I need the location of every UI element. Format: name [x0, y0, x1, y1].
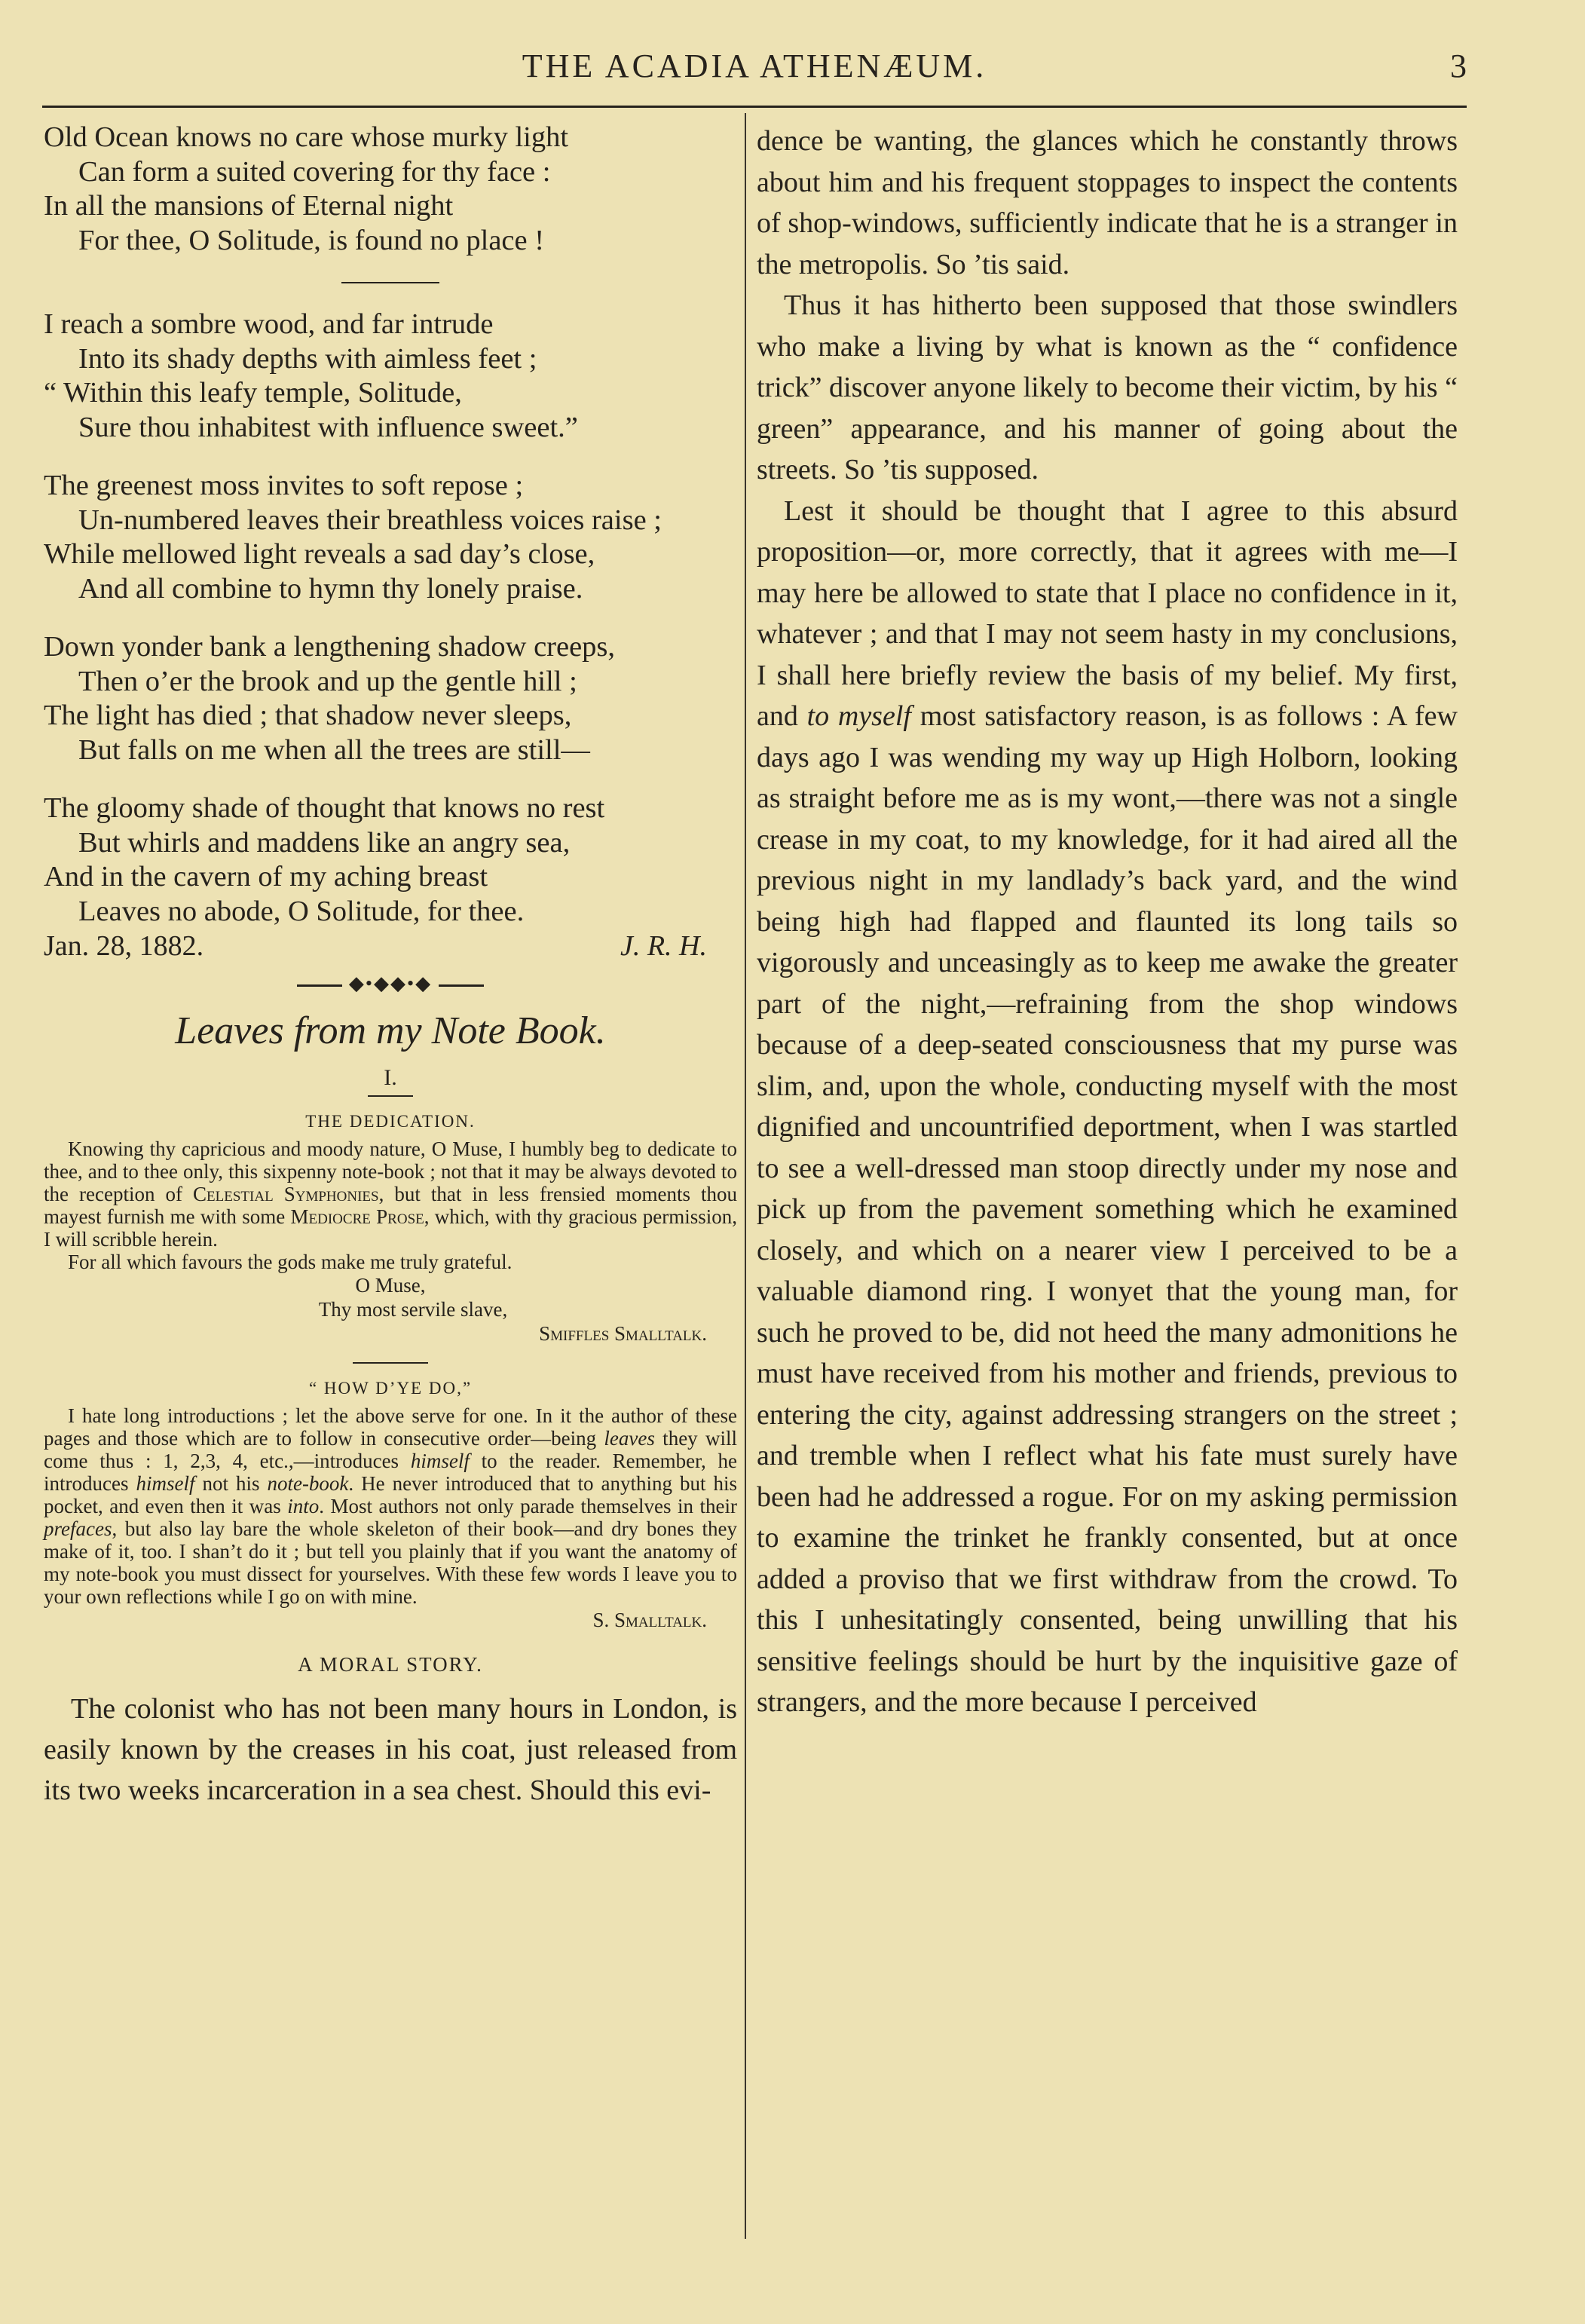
poem-dateline: [44, 929, 737, 963]
poem-line: And in the cavern of my aching breast: [44, 861, 488, 893]
howdye-paragraph: [44, 1404, 737, 1608]
text-run: into: [287, 1495, 320, 1517]
text-run: not his: [194, 1472, 268, 1495]
running-title: THE ACADIA ATHENÆUM.: [522, 47, 987, 84]
poem-line: Down yonder bank a lengthening shadow creeps,: [44, 631, 616, 663]
text-run: himself: [136, 1472, 195, 1495]
poem-line: And all combine to hymn thy lonely praise.: [78, 572, 583, 605]
poem-line: In all the mansions of Eternal night: [44, 190, 454, 222]
page-header: [42, 47, 1467, 106]
column-divider: [745, 113, 746, 2239]
ornament-divider: [44, 972, 737, 995]
text-run: they will come thus : 1, 2,3, 4, etc.,—introduces: [44, 1427, 737, 1472]
poem-line: I reach a sombre wood, and far intrude: [44, 308, 494, 340]
text-run: to myself: [806, 700, 911, 732]
ornament-rule: [297, 984, 342, 987]
moral-heading: A MORAL STORY.: [298, 1653, 483, 1676]
poem-line: “ Within this leafy temple, Solitude,: [44, 377, 462, 409]
poem-stanza: [44, 469, 737, 606]
text-run: I hate long introductions ; let the above serve for one. In it the author of these pages and those which are to follow in consecutive order—being: [44, 1404, 737, 1450]
dedication-closing: Thy most servile slave,: [318, 1298, 508, 1321]
text-run: Knowing thy capricious and moody nature, O Muse, I humbly beg to dedicate to thee, and to thee only, this sixpenny note-book ; not that it may be always devoted to the reception of: [44, 1138, 737, 1205]
text-run: Celestial Symphonies: [193, 1183, 379, 1205]
section-rule: [353, 1362, 428, 1364]
story-paragraph: [757, 491, 1458, 1723]
moral-paragraph: The colonist who has not been many hours in London, is easily known by the creases in his coat, just released from its two weeks incarceration in a sea chest. Should this evi-: [44, 1693, 737, 1806]
ornament-icon: ◆•◆◆•◆: [348, 972, 433, 994]
poem-stanza: [44, 308, 737, 445]
poem-line: For thee, O Solitude, is found no place !: [78, 224, 545, 256]
poem-stanza: [44, 121, 737, 258]
text-run: , but that in less frensied moments thou mayest furnish me with some: [44, 1183, 737, 1228]
text-run: leaves: [604, 1427, 655, 1450]
dedication-paragraph: [44, 1138, 737, 1251]
text-run: Lest it should be thought that I agree to this absurd proposition—or, more correctly, that it agrees with me—I may here be allowed to state that I place no confidence in it, whatever ; and that I may not seem hasty in my conclusions, I shall here briefly review the basis of my belief. My first, and: [757, 495, 1458, 732]
poem-line: Un-numbered leaves their breathless voices raise ;: [78, 504, 662, 536]
poem-signature: J. R. H.: [620, 930, 707, 962]
dedication-paragraph: For all which favours the gods make me truly grateful.: [68, 1251, 513, 1273]
text-run: . He never introduced that to anything but his pocket, and even then it was: [44, 1472, 737, 1517]
poem-line: Sure thou inhabitest with influence sweet.”: [78, 411, 578, 443]
poem-line: The light has died ; that shadow never sleeps,: [44, 700, 572, 731]
left-column: [44, 121, 737, 1811]
right-column: [757, 121, 1458, 1723]
text-run: prefaces: [44, 1517, 112, 1540]
howdye-signature: S. Smalltalk.: [592, 1609, 707, 1631]
poem-date: Jan. 28, 1882.: [44, 930, 204, 962]
howdye-heading: “ HOW D’YE DO,”: [308, 1379, 473, 1398]
poem-stanza: [44, 792, 737, 929]
text-run: . Most authors not only parade themselves in their: [319, 1495, 737, 1517]
text-run: , which, with thy gracious permission, I will scribble herein.: [44, 1205, 738, 1251]
poem-line: Can form a suited covering for thy face :: [78, 155, 551, 188]
story-paragraph: dence be wanting, the glances which he constantly throws about him and his frequent stoppages to inspect the contents of shop-windows, sufficiently indicate that he is a stranger in the metropolis. So ’tis said.: [757, 125, 1458, 280]
stanza-separator: [341, 282, 439, 283]
dedication-address: O Muse,: [355, 1274, 426, 1297]
poem-line: But whirls and maddens like an angry sea,: [78, 826, 571, 859]
text-run: most satisfactory reason, is as follows : A few days ago I was wending my way up High Holborn, looking as straight before me as is my wont,—there was not a single crease in my coat, to my knowledge, for it had aired all the previous night in my landlady’s back yard, and the wind being high had flapped and flaunted its long tails so vigorously and unceasingly as to keep me awake the greater part of the night,—refraining from the shop windows because of a deep-seated consciousness that my purse was slim, and, upon the whole, conducting myself with the most dignified and uncountrified deportment, when I was startled to see a well-dressed man stoop directly under my nose and pick up from the pavement something which he examined closely, and which on a nearer view I perceived to be a valuable diamond ring. I wonyet that the young man, for such he proved to be, did not heed the many admonitions he must have received from his mother and friends, previous to entering the city, against addressing strangers on the street ; and tremble when I reflect what his fate must surely have been had he addressed a rogue. For on my asking permission to examine the trinket he frankly consented, but at once added a proviso that we first withdraw from the crowd. To this I unhesitatingly consented, being unwilling that his sensitive feelings should be hurt by the inquisitive gaze of strangers, and the more because I perceived: [757, 700, 1458, 1718]
poem-stanza: [44, 630, 737, 767]
text-run: Mediocre Prose: [290, 1205, 424, 1228]
poem-line: The gloomy shade of thought that knows no rest: [44, 792, 605, 824]
section-title: Leaves from my Note Book.: [175, 1009, 606, 1052]
story-paragraph: Thus it has hitherto been supposed that those swindlers who make a living by what is known as the “ confidence trick” discover anyone likely to become their victim, by his “ green” appearance, and his manner of going about the streets. So ’tis supposed.: [757, 289, 1458, 485]
poem-line: Old Ocean knows no care whose murky light: [44, 121, 569, 153]
dedication-signature: Smiffles Smalltalk.: [539, 1322, 707, 1345]
poem-line: The greenest moss invites to soft repose ;: [44, 470, 524, 501]
text-run: to the reader. Remember, he introduces: [44, 1450, 737, 1495]
text-run: , but also lay bare the whole skeleton of their book—and dry bones they make of it, too. I shan’t do it ; but tell you plainly that if you want the anatomy of my note-book you must dissect for yourselves. With these few words I leave you to your own reflections while I go on with mine.: [44, 1517, 737, 1608]
ornament-rule: [439, 984, 484, 987]
text-run: himself: [410, 1450, 470, 1472]
page-number: 3: [1450, 47, 1467, 84]
poem-line: Leaves no abode, O Solitude, for thee.: [78, 895, 525, 927]
dedication-heading: THE DEDICATION.: [305, 1112, 476, 1131]
text-run: note-book: [267, 1472, 349, 1495]
header-rule: [42, 106, 1467, 108]
poem-line: While mellowed light reveals a sad day’s close,: [44, 538, 595, 570]
numeral-rule: [368, 1095, 413, 1097]
section-numeral: I.: [384, 1065, 397, 1090]
poem-line: Then o’er the brook and up the gentle hill ;: [78, 665, 577, 697]
poem-line: But falls on me when all the trees are still—: [78, 733, 590, 766]
poem-line: Into its shady depths with aimless feet ;: [78, 342, 537, 375]
